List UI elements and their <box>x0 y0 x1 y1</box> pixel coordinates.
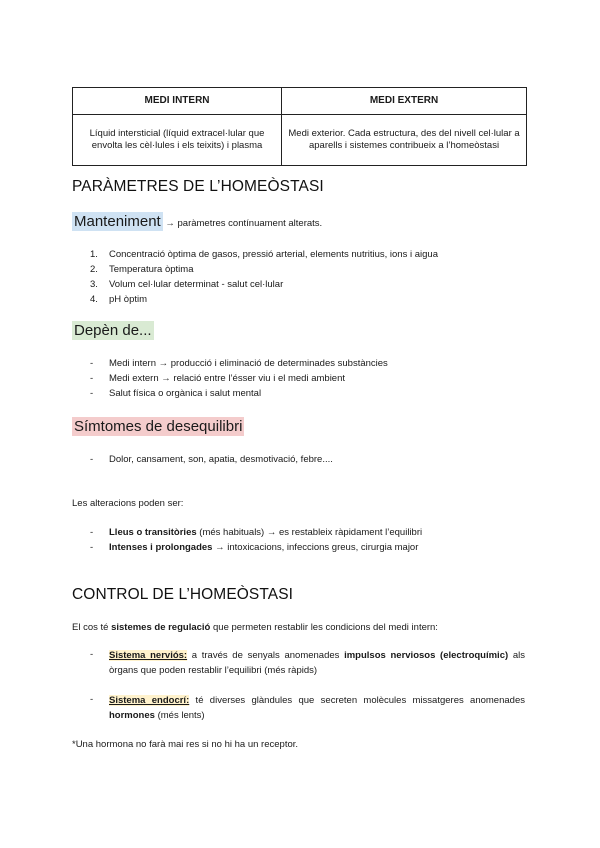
list-text <box>109 527 422 539</box>
dash-bullet: - <box>90 373 94 384</box>
table-cell-extern: Medi exterior. Cada estructura, des del nivell cel·lular a aparells i sistemes contribueix a l’homeòstasi <box>282 115 527 166</box>
sistema-endocri-text2: (més lents) <box>154 710 205 721</box>
simptomes-heading: Símtomes de desequilibri <box>74 418 243 435</box>
list-text: Temperatura òptima <box>109 264 194 275</box>
list-number: 4. <box>90 294 98 305</box>
list-text <box>109 542 418 554</box>
manteniment-line <box>72 213 322 230</box>
sistema-endocri-paragraph <box>109 693 525 723</box>
sistema-endocri-text1: té diverses glàndules que secreten molècules missatgeres anomenades <box>189 695 525 706</box>
depen-heading: Depèn de... <box>74 322 152 339</box>
control-intro <box>72 622 438 634</box>
dash-bullet: - <box>90 649 94 660</box>
alteracio-lleu-rest: (més habituals) → es restableix ràpidament l’equilibri <box>196 527 423 538</box>
list-text: Dolor, cansament, son, apatia, desmotivació, febre.... <box>109 454 333 465</box>
sistema-nervios-label: Sistema nerviós: <box>109 650 188 661</box>
list-text: Medi intern → producció i eliminació de determinades substàncies <box>109 358 388 369</box>
dash-bullet: - <box>90 542 94 553</box>
dash-bullet: - <box>90 388 94 399</box>
sistema-nervios-text1: a través de senyals anomenades <box>187 650 345 661</box>
control-intro-bold: sistemes de regulació <box>111 622 211 633</box>
sistema-endocri-label: Sistema endocrí: <box>109 695 190 706</box>
control-intro-post: que permeten restablir les condicions del medi intern: <box>210 622 438 633</box>
control-intro-pre: El cos té <box>72 622 112 633</box>
section-title-control: CONTROL DE L’HOMEÒSTASI <box>72 586 294 603</box>
dash-bullet: - <box>90 527 94 538</box>
list-text: pH òptim <box>109 294 148 305</box>
list-text: Salut física o orgànica i salut mental <box>109 388 262 399</box>
list-text: Concentració òptima de gasos, pressió arterial, elements nutritius, ions i aigua <box>109 249 438 260</box>
manteniment-desc: → paràmetres contínuament alterats. <box>162 218 323 229</box>
table-header-extern: MEDI EXTERN <box>282 88 527 115</box>
dash-bullet: - <box>90 358 94 369</box>
sistema-nervios-bold: impulsos nerviosos (electroquímic) <box>344 650 509 661</box>
medi-table <box>72 87 527 166</box>
hormona-note: *Una hormona no farà mai res si no hi ha un receptor. <box>72 739 299 750</box>
section-title-parametres: PARÀMETRES DE L’HOMEÒSTASI <box>72 178 324 195</box>
simptomes-line <box>72 418 244 435</box>
dash-bullet: - <box>90 694 94 705</box>
list-text: Medi extern → relació entre l’ésser viu i el medi ambient <box>109 373 346 384</box>
list-number: 1. <box>90 249 98 260</box>
list-number: 3. <box>90 279 98 290</box>
alteracio-intensa-bold: Intenses i prolongades <box>109 542 213 553</box>
alteracions-intro: Les alteracions poden ser: <box>72 498 184 509</box>
manteniment-heading: Manteniment <box>74 213 161 230</box>
list-text: Volum cel·lular determinat - salut cel·lular <box>109 279 284 290</box>
table-cell-intern: Líquid intersticial (líquid extracel·lular que envolta les cèl·lules i els teixits) i plasma <box>73 115 282 166</box>
sistema-endocri-bold: hormones <box>109 710 155 721</box>
list-number: 2. <box>90 264 98 275</box>
alteracio-intensa-rest: → intoxicacions, infeccions greus, cirurgia major <box>212 542 419 553</box>
dash-bullet: - <box>90 454 94 465</box>
sistema-nervios-text2: als òrgans que poden restablir l’equilibri (més ràpids) <box>109 650 525 676</box>
table-header-intern: MEDI INTERN <box>73 88 282 115</box>
sistema-nervios-paragraph <box>109 648 525 678</box>
depen-line <box>72 322 154 339</box>
alteracio-lleu-bold: Lleus o transitòries <box>109 527 197 538</box>
